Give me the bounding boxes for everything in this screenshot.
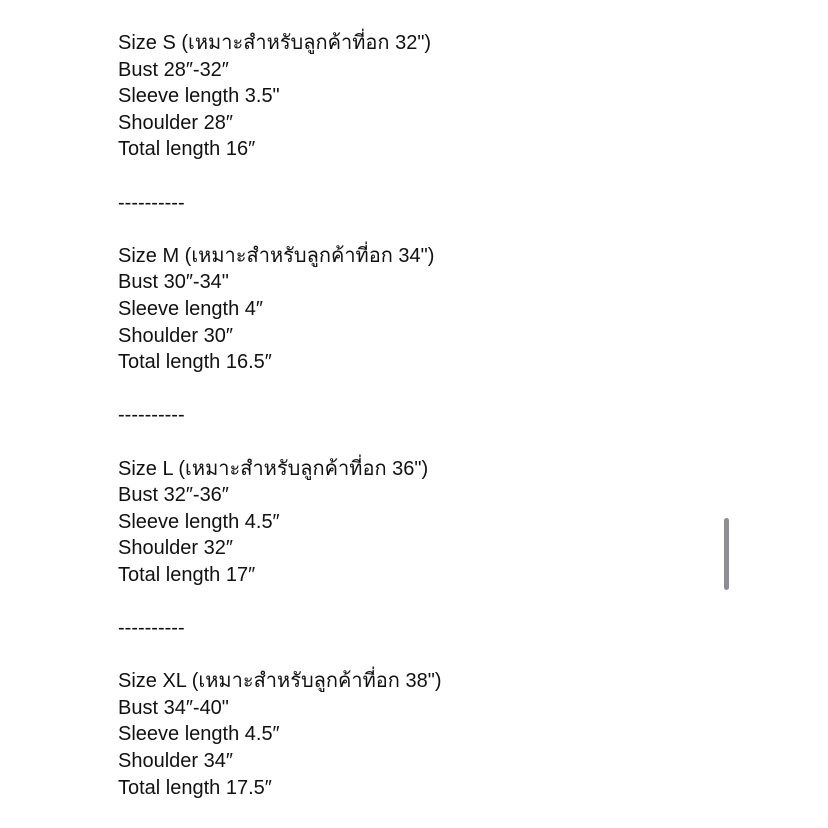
total-length-line: Total length 17″ (118, 563, 256, 586)
total-length-line: Total length 17.5″ (118, 776, 272, 799)
size-title: Size XL (เหมาะสำหรับลูกค้าที่อก 38") (118, 670, 442, 693)
separator-line: ---------- (118, 191, 185, 214)
size-chart-text (118, 30, 718, 801)
blank-line (118, 216, 718, 243)
shoulder-line: Shoulder 28″ (118, 111, 233, 134)
blank-line (118, 642, 718, 669)
blank-line (118, 588, 718, 615)
sleeve-length-line: Sleeve length 4″ (118, 297, 263, 320)
blank-line (118, 163, 718, 190)
blank-line (118, 376, 718, 403)
bust-line: Bust 30″-34" (118, 271, 229, 294)
bust-line: Bust 32″-36″ (118, 484, 229, 507)
shoulder-line: Shoulder 32″ (118, 537, 233, 560)
sleeve-length-line: Sleeve length 3.5" (118, 85, 280, 108)
size-section-s (118, 30, 718, 163)
bust-line: Bust 34″-40" (118, 696, 229, 719)
separator-line: ---------- (118, 404, 185, 427)
vertical-scrollbar[interactable] (724, 518, 729, 590)
shoulder-line: Shoulder 34″ (118, 750, 233, 773)
sleeve-length-line: Sleeve length 4.5″ (118, 723, 280, 746)
blank-line (118, 429, 718, 456)
total-length-line: Total length 16″ (118, 138, 256, 161)
size-title: Size M (เหมาะสำหรับลูกค้าที่อก 34") (118, 244, 435, 267)
bust-line: Bust 28″-32″ (118, 58, 229, 81)
size-section-l (118, 456, 718, 589)
shoulder-line: Shoulder 30″ (118, 324, 233, 347)
size-title: Size S (เหมาะสำหรับลูกค้าที่อก 32") (118, 32, 432, 54)
size-section-xl (118, 668, 718, 801)
size-section-m (118, 243, 718, 376)
sleeve-length-line: Sleeve length 4.5″ (118, 510, 280, 533)
separator-line: ---------- (118, 617, 185, 640)
total-length-line: Total length 16.5″ (118, 351, 272, 374)
size-title: Size L (เหมาะสำหรับลูกค้าที่อก 36") (118, 457, 429, 480)
